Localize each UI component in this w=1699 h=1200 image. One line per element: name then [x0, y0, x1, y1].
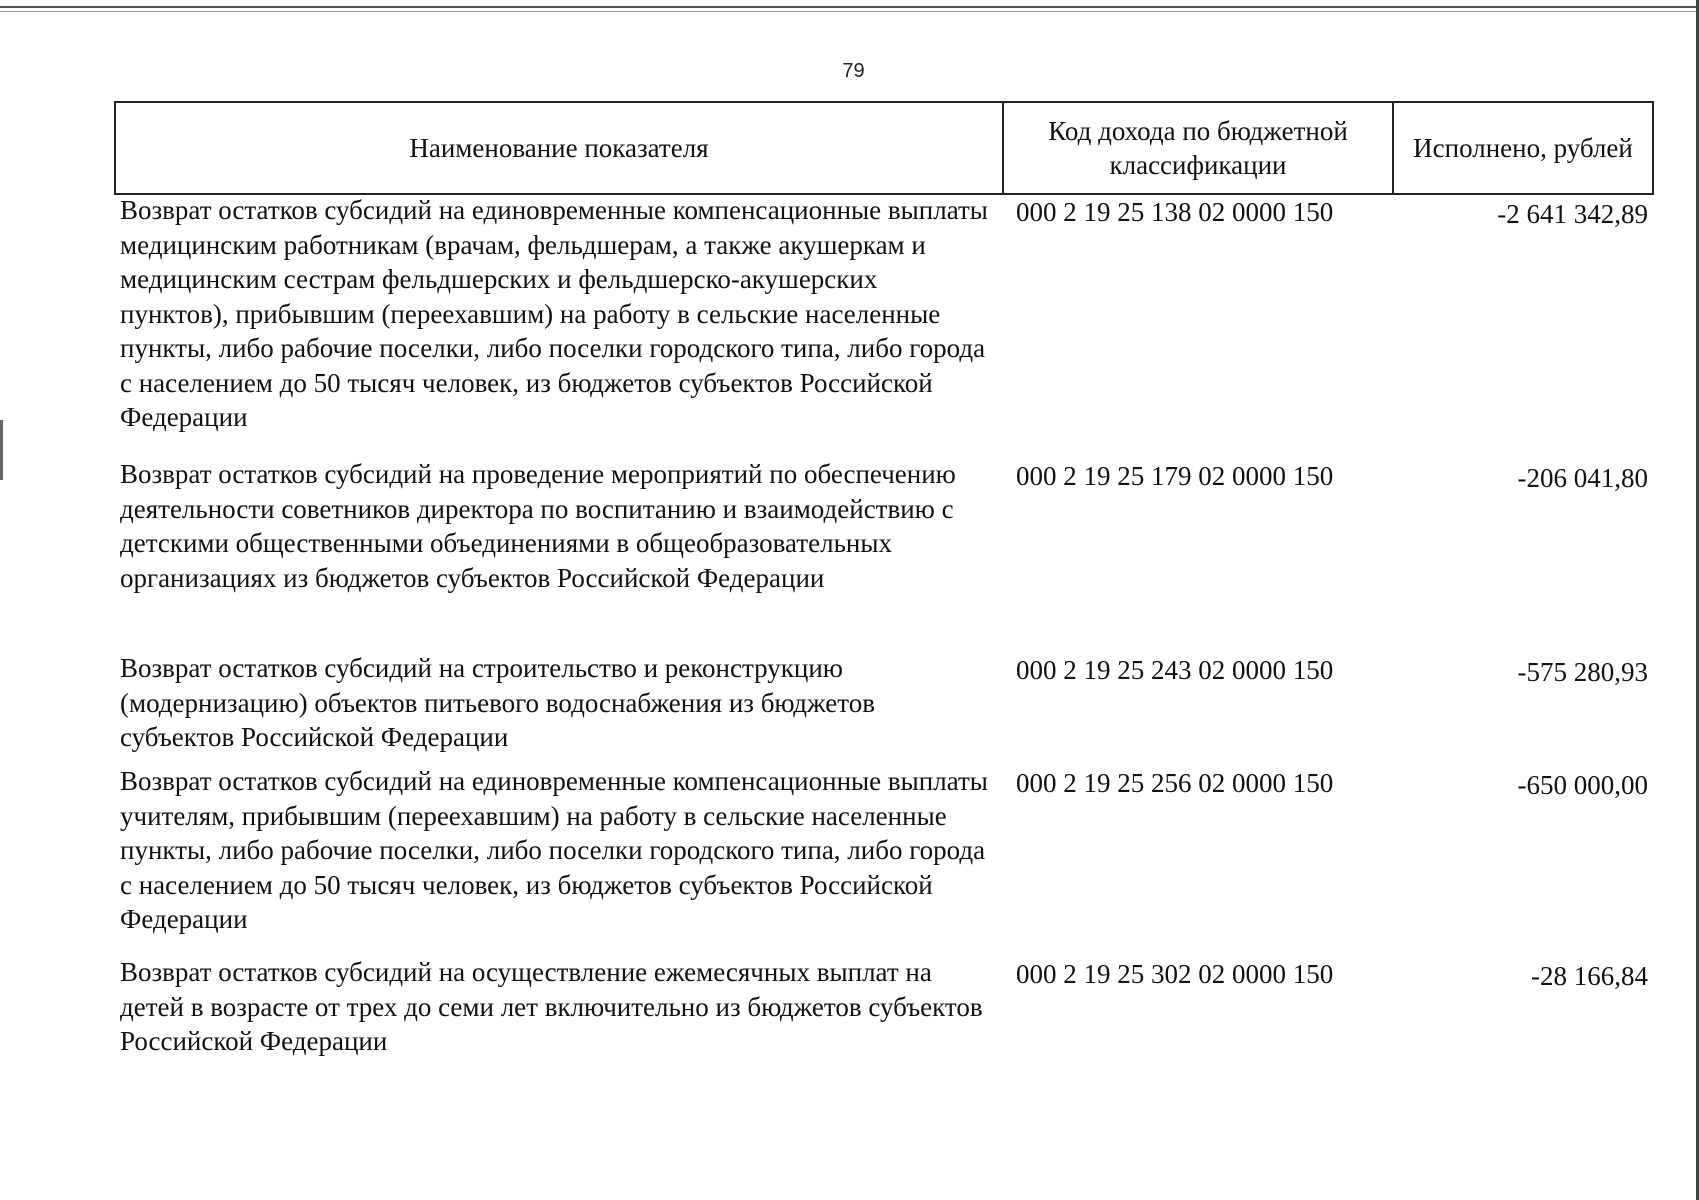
scan-margin-mark	[0, 420, 3, 480]
row-amount: -650 000,00	[1517, 770, 1648, 800]
row-amount: -206 041,80	[1517, 463, 1648, 493]
table-body	[114, 193, 1654, 1075]
top-rule-secondary	[0, 11, 1699, 12]
table-row	[114, 955, 1654, 1075]
row-code: 000 2 19 25 302 02 0000 150	[1016, 959, 1334, 989]
row-amount: -575 280,93	[1517, 657, 1648, 687]
row-amount: -28 166,84	[1531, 961, 1648, 991]
table-row	[114, 651, 1654, 764]
row-amount: -2 641 342,89	[1497, 199, 1648, 229]
row-code: 000 2 19 25 243 02 0000 150	[1016, 655, 1334, 685]
page-number: 79	[842, 60, 865, 82]
header-name: Наименование показателя	[116, 103, 1004, 193]
header-amount: Исполнено, рублей	[1413, 133, 1633, 163]
row-name: Возврат остатков субсидий на осуществление ежемесячных выплат на детей в возрасте от трех до семи лет включительно из бюджетов субъектов Российской Федерации	[120, 957, 983, 1056]
header-code: Код дохода по бюджетной классификации	[1004, 103, 1394, 193]
row-name: Возврат остатков субсидий на единовременные компенсационные выплаты медицинским работникам (врачам, фельдшерам, а также акушеркам и медицинским сестрам фельдшерских и фельдшерско-акушерских пунктов), прибывшим (переехавшим) на работу в сельские населенные пункты, либо рабочие поселки, либо поселки городского типа, либо города с населением до 50 тысяч человек, из бюджетов субъектов Российской Федерации	[120, 195, 988, 432]
table-row	[114, 457, 1654, 651]
table-header	[114, 101, 1654, 195]
row-name: Возврат остатков субсидий на строительство и реконструкцию (модернизацию) объектов питьевого водоснабжения из бюджетов субъектов Российской Федерации	[120, 653, 875, 752]
row-code: 000 2 19 25 138 02 0000 150	[1016, 197, 1334, 227]
row-code: 000 2 19 25 256 02 0000 150	[1016, 768, 1334, 798]
table-row	[114, 764, 1654, 955]
row-name: Возврат остатков субсидий на проведение мероприятий по обеспечению деятельности советников директора по воспитанию и взаимодействию с детскими общественными объединениями в общеобразовательных организациях из бюджетов субъектов Российской Федерации	[120, 459, 956, 593]
table-row	[114, 193, 1654, 457]
row-code: 000 2 19 25 179 02 0000 150	[1016, 461, 1334, 491]
row-name: Возврат остатков субсидий на единовременные компенсационные выплаты учителям, прибывшим (переехавшим) на работу в сельские населенные пункты, либо рабочие поселки, либо поселки городского типа, либо города с населением до 50 тысяч человек, из бюджетов субъектов Российской Федерации	[120, 766, 988, 934]
top-rule	[0, 6, 1699, 8]
